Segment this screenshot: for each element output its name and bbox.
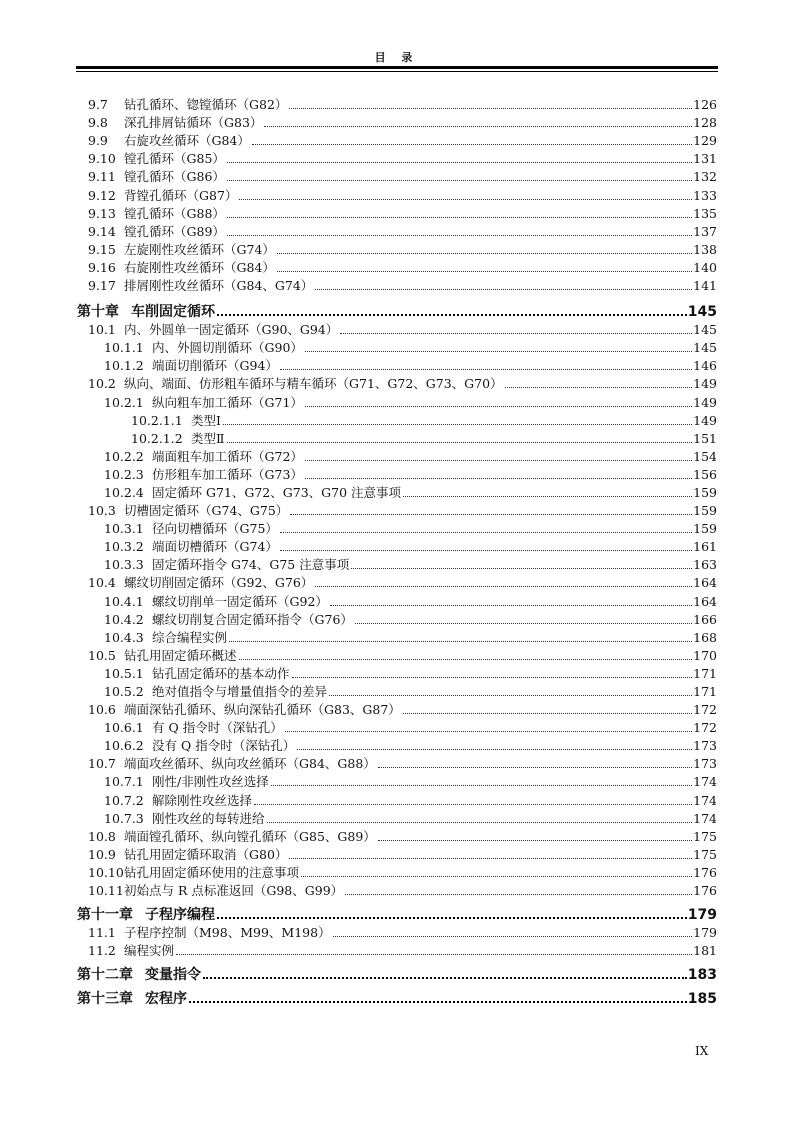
- dot-leader: [227, 180, 692, 181]
- dot-leader: [280, 369, 692, 370]
- entry-number: 9.12: [88, 187, 116, 203]
- entry-title: 钻孔固定循环的基本动作: [152, 665, 290, 681]
- entry-page: 171: [693, 665, 717, 681]
- toc-chapter-entry[interactable]: [77, 983, 717, 1007]
- entry-title: 深孔排屑钻循环（G83）: [124, 115, 263, 131]
- entry-number: 10.4.1: [104, 593, 144, 609]
- dot-leader: [301, 876, 692, 877]
- entry-number: 第十一章: [77, 907, 133, 924]
- dot-leader: [289, 858, 692, 859]
- entry-title: 固定循环指令 G74、G75 注意事项: [152, 557, 350, 573]
- dot-leader: [223, 424, 692, 425]
- entry-page: 145: [687, 304, 717, 321]
- toc-entry[interactable]: [77, 682, 717, 700]
- dot-leader: [330, 605, 692, 606]
- entry-title: 端面粗车加工循环（G72）: [152, 448, 303, 464]
- toc-entry[interactable]: [77, 240, 717, 258]
- toc-entry[interactable]: [77, 827, 717, 845]
- dot-leader: [378, 767, 692, 768]
- header-rule-thin: [76, 71, 718, 72]
- entry-number: 10.3: [88, 503, 116, 519]
- entry-page: 145: [693, 322, 717, 338]
- entry-number: 9.15: [88, 241, 116, 257]
- dot-leader: [355, 623, 692, 624]
- dot-leader: [217, 917, 687, 919]
- entry-number: 10.7.3: [104, 810, 144, 826]
- page-header-title: 目 录: [374, 51, 419, 64]
- dot-leader: [227, 162, 692, 163]
- dot-leader: [290, 514, 692, 515]
- entry-title: 钻孔循环、锪镗循环（G82）: [124, 97, 288, 113]
- entry-title: 固定循环 G71、G72、G73、G70 注意事项: [152, 484, 402, 500]
- entry-title: 解除刚性攻丝选择: [152, 792, 253, 808]
- toc-entry[interactable]: [77, 591, 717, 609]
- entry-page: 176: [693, 864, 717, 880]
- footer-page-number: IX: [695, 1044, 709, 1058]
- entry-page: 185: [687, 991, 717, 1008]
- dot-leader: [280, 532, 692, 533]
- entry-number: 10.2.3: [104, 466, 144, 482]
- toc-entry[interactable]: [77, 573, 717, 591]
- entry-page: 173: [693, 756, 717, 772]
- toc-entry[interactable]: [77, 809, 717, 827]
- entry-page: 132: [693, 169, 717, 185]
- entry-page: 159: [693, 521, 717, 537]
- toc-entry[interactable]: [77, 555, 717, 573]
- entry-number: 10.11: [88, 883, 124, 899]
- entry-number: 10.6.2: [104, 738, 144, 754]
- entry-number: 第十二章: [77, 967, 133, 984]
- toc-entry[interactable]: [77, 790, 717, 808]
- entry-number: 10.10: [88, 864, 124, 880]
- toc-entry[interactable]: [77, 95, 717, 113]
- entry-number: 10.4: [88, 575, 116, 591]
- dot-leader: [505, 387, 693, 388]
- dot-leader: [333, 936, 693, 937]
- toc-entry[interactable]: [77, 411, 717, 429]
- entry-number: 10.3.3: [104, 557, 144, 573]
- entry-number: 9.17: [88, 278, 116, 294]
- entry-page: 135: [693, 205, 717, 221]
- entry-title: 钻孔用固定循环取消（G80）: [124, 846, 288, 862]
- dot-leader: [315, 586, 692, 587]
- entry-number: 9.16: [88, 259, 116, 275]
- entry-number: 10.2.1.2: [131, 430, 183, 446]
- toc-entry[interactable]: [77, 374, 717, 392]
- toc-entry[interactable]: [77, 222, 717, 240]
- entry-page: 138: [693, 241, 717, 257]
- toc-entry[interactable]: [77, 881, 717, 899]
- toc-entry[interactable]: [77, 185, 717, 203]
- entry-page: 173: [693, 738, 717, 754]
- dot-leader: [227, 442, 693, 443]
- entry-title: 右旋攻丝循环（G84）: [124, 133, 250, 149]
- entry-number: 9.9: [88, 133, 108, 149]
- entry-page: 154: [693, 448, 717, 464]
- entry-page: 151: [693, 430, 717, 446]
- entry-title: 纵向粗车加工循环（G71）: [152, 394, 303, 410]
- dot-leader: [315, 289, 692, 290]
- entry-page: 149: [693, 394, 717, 410]
- entry-page: 166: [693, 611, 717, 627]
- dot-leader: [176, 954, 692, 955]
- entry-number: 10.2.2: [104, 448, 144, 464]
- dot-leader: [378, 840, 692, 841]
- dot-leader: [305, 351, 692, 352]
- entry-number: 10.8: [88, 828, 116, 844]
- entry-page: 159: [693, 503, 717, 519]
- toc-entry[interactable]: [77, 338, 717, 356]
- dot-leader: [297, 749, 692, 750]
- dot-leader: [305, 478, 692, 479]
- toc-entry[interactable]: [77, 718, 717, 736]
- entry-title: 绝对值指令与增量值指令的差异: [152, 684, 328, 699]
- entry-title: 编程实例: [124, 943, 175, 959]
- entry-page: 174: [693, 810, 717, 826]
- entry-number: 10.2.1: [104, 394, 144, 410]
- dot-leader: [267, 822, 693, 823]
- entry-title: 镗孔循环（G85）: [124, 151, 225, 167]
- dot-leader: [289, 108, 692, 109]
- entry-number: 10.1.1: [104, 340, 144, 356]
- entry-title: 纵向、端面、仿形粗车循环与精车循环（G71、G72、G73、G70）: [124, 376, 503, 392]
- entry-title: 切槽固定循环（G74、G75）: [124, 503, 289, 519]
- dot-leader: [227, 235, 692, 236]
- entry-page: 126: [693, 97, 717, 113]
- toc-chapter-entry[interactable]: [77, 959, 717, 983]
- entry-title: 类型Ⅱ: [191, 430, 225, 446]
- toc-entry[interactable]: [77, 356, 717, 374]
- entry-title: 端面切槽循环（G74）: [152, 539, 278, 555]
- toc-entry[interactable]: [77, 392, 717, 410]
- entry-number: 第十三章: [77, 991, 133, 1008]
- entry-page: 179: [687, 907, 717, 924]
- entry-number: 10.4.2: [104, 611, 144, 627]
- entry-page: 171: [693, 684, 717, 699]
- entry-number: 10.2.4: [104, 484, 144, 500]
- entry-number: 10.7.2: [104, 792, 144, 808]
- dot-leader: [403, 496, 692, 497]
- entry-number: 10.2: [88, 376, 116, 392]
- entry-number: 10.5.2: [104, 684, 144, 699]
- entry-title: 子程序控制（M98、M99、M198）: [124, 925, 331, 941]
- entry-page: 146: [693, 358, 717, 374]
- toc-entry[interactable]: [77, 700, 717, 718]
- entry-number: 10.1.2: [104, 358, 144, 374]
- entry-page: 149: [693, 376, 717, 392]
- dot-leader: [305, 406, 692, 407]
- dot-leader: [277, 271, 692, 272]
- entry-number: 10.3.2: [104, 539, 144, 555]
- entry-page: 174: [693, 792, 717, 808]
- entry-page: 131: [693, 151, 717, 167]
- entry-title: 子程序编程: [145, 907, 215, 924]
- entry-number: 9.7: [88, 97, 108, 113]
- toc-entry[interactable]: [77, 754, 717, 772]
- entry-title: 端面攻丝循环、纵向攻丝循环（G84、G88）: [124, 756, 376, 772]
- toc-entry[interactable]: [77, 465, 717, 483]
- entry-page: 170: [693, 647, 717, 663]
- entry-number: 9.13: [88, 205, 116, 221]
- entry-page: 140: [693, 259, 717, 275]
- toc-entry[interactable]: [77, 646, 717, 664]
- entry-title: 没有 Q 指令时（深钻孔）: [152, 738, 296, 754]
- entry-number: 10.7: [88, 756, 116, 772]
- entry-title: 端面镗孔循环、纵向镗孔循环（G85、G89）: [124, 828, 376, 844]
- entry-title: 车削固定循环: [131, 304, 215, 321]
- entry-page: 128: [693, 115, 717, 131]
- entry-page: 163: [693, 557, 717, 573]
- toc-entry[interactable]: [77, 131, 717, 149]
- entry-page: 183: [687, 967, 717, 984]
- entry-title: 右旋刚性攻丝循环（G84）: [124, 259, 275, 275]
- dot-leader: [229, 641, 692, 642]
- entry-number: 9.10: [88, 151, 116, 167]
- toc-entry[interactable]: [77, 204, 717, 222]
- entry-number: 10.4.3: [104, 629, 144, 645]
- entry-title: 初始点与 R 点标准返回（G98、G99）: [124, 883, 344, 899]
- entry-number: 9.11: [88, 169, 116, 185]
- entry-number: 10.6.1: [104, 720, 144, 736]
- toc-entry[interactable]: [77, 429, 717, 447]
- entry-page: 137: [693, 223, 717, 239]
- toc-entry[interactable]: [77, 664, 717, 682]
- dot-leader: [203, 977, 687, 979]
- entry-page: 164: [693, 575, 717, 591]
- entry-page: 181: [693, 943, 717, 959]
- entry-page: 159: [693, 484, 717, 500]
- entry-page: 176: [693, 883, 717, 899]
- entry-title: 端面深钻孔循环、纵向深钻孔循环（G83、G87）: [124, 702, 401, 718]
- entry-page: 129: [693, 133, 717, 149]
- entry-title: 内、外圆切削循环（G90）: [152, 340, 303, 356]
- dot-leader: [271, 785, 692, 786]
- dot-leader: [329, 695, 692, 696]
- entry-number: 10.6: [88, 702, 116, 718]
- entry-title: 刚性/非刚性攻丝选择: [152, 774, 269, 790]
- toc-entry[interactable]: [77, 863, 717, 881]
- entry-number: 10.1: [88, 322, 116, 338]
- dot-leader: [264, 126, 692, 127]
- toc-entry[interactable]: [77, 113, 717, 131]
- entry-page: 164: [693, 593, 717, 609]
- entry-page: 172: [693, 720, 717, 736]
- entry-number: 10.9: [88, 846, 116, 862]
- toc-entry[interactable]: [77, 149, 717, 167]
- dot-leader: [239, 659, 693, 660]
- entry-number: 10.2.1.1: [131, 412, 183, 428]
- toc-entry[interactable]: [77, 167, 717, 185]
- toc-entry[interactable]: [77, 923, 717, 941]
- entry-page: 149: [693, 412, 717, 428]
- toc-entry[interactable]: [77, 537, 717, 555]
- toc-entry[interactable]: [77, 501, 717, 519]
- entry-title: 钻孔用固定循环概述: [124, 647, 237, 663]
- entry-title: 有 Q 指令时（深钻孔）: [152, 720, 283, 736]
- entry-page: 175: [693, 828, 717, 844]
- entry-title: 排屑刚性攻丝循环（G84、G74）: [124, 278, 314, 294]
- entry-title: 镗孔循环（G88）: [124, 205, 225, 221]
- toc-entry[interactable]: [77, 628, 717, 646]
- entry-page: 179: [693, 925, 717, 941]
- entry-number: 10.7.1: [104, 774, 144, 790]
- toc-entry[interactable]: [77, 519, 717, 537]
- dot-leader: [217, 314, 687, 316]
- entry-title: 变量指令: [145, 967, 201, 984]
- entry-title: 背镗孔循环（G87）: [124, 187, 238, 203]
- dot-leader: [254, 804, 692, 805]
- toc-entry[interactable]: [77, 845, 717, 863]
- entry-number: 9.14: [88, 223, 116, 239]
- dot-leader: [227, 217, 692, 218]
- dot-leader: [351, 568, 692, 569]
- dot-leader: [340, 333, 692, 334]
- toc-entry[interactable]: [77, 610, 717, 628]
- header-rule-thick: [76, 66, 718, 69]
- dot-leader: [292, 677, 693, 678]
- entry-number: 11.2: [88, 943, 116, 959]
- entry-number: 11.1: [88, 925, 116, 941]
- entry-title: 刚性攻丝的每转进给: [152, 810, 265, 826]
- toc-entry[interactable]: [77, 736, 717, 754]
- toc-entry[interactable]: [77, 276, 717, 294]
- toc-entry[interactable]: [77, 447, 717, 465]
- entry-number: 10.5.1: [104, 665, 144, 681]
- table-of-contents: [77, 95, 717, 1007]
- entry-title: 镗孔循环（G89）: [124, 223, 225, 239]
- toc-chapter-entry[interactable]: [77, 294, 717, 320]
- toc-entry[interactable]: [77, 483, 717, 501]
- toc-entry[interactable]: [77, 772, 717, 790]
- dot-leader: [285, 731, 692, 732]
- entry-page: 133: [693, 187, 717, 203]
- entry-title: 镗孔循环（G86）: [124, 169, 225, 185]
- entry-title: 径向切槽循环（G75）: [152, 521, 278, 537]
- entry-title: 螺纹切削固定循环（G92、G76）: [124, 575, 314, 591]
- entry-title: 综合编程实例: [152, 629, 228, 645]
- toc-entry[interactable]: [77, 258, 717, 276]
- entry-title: 钻孔用固定循环使用的注意事项: [124, 864, 300, 880]
- entry-page: 172: [693, 702, 717, 718]
- dot-leader: [345, 894, 692, 895]
- dot-leader: [252, 144, 692, 145]
- dot-leader: [189, 1001, 687, 1003]
- entry-title: 端面切削循环（G94）: [152, 358, 278, 374]
- entry-title: 螺纹切削单一固定循环（G92）: [152, 593, 328, 609]
- entry-title: 仿形粗车加工循环（G73）: [152, 466, 303, 482]
- entry-page: 168: [693, 629, 717, 645]
- entry-number: 9.8: [88, 115, 108, 131]
- dot-leader: [239, 199, 692, 200]
- entry-title: 类型Ⅰ: [191, 412, 221, 428]
- entry-page: 175: [693, 846, 717, 862]
- entry-page: 161: [693, 539, 717, 555]
- entry-page: 156: [693, 466, 717, 482]
- entry-number: 10.5: [88, 647, 116, 663]
- entry-title: 螺纹切削复合固定循环指令（G76）: [152, 611, 353, 627]
- toc-chapter-entry[interactable]: [77, 899, 717, 923]
- dot-leader: [305, 460, 692, 461]
- entry-number: 第十章: [77, 304, 119, 321]
- dot-leader: [280, 550, 692, 551]
- entry-title: 内、外圆单一固定循环（G90、G94）: [124, 322, 339, 338]
- entry-page: 141: [693, 278, 717, 294]
- entry-number: 10.3.1: [104, 521, 144, 537]
- entry-title: 宏程序: [145, 991, 187, 1008]
- dot-leader: [277, 253, 692, 254]
- toc-entry[interactable]: [77, 320, 717, 338]
- toc-entry[interactable]: [77, 941, 717, 959]
- dot-leader: [403, 713, 692, 714]
- entry-page: 174: [693, 774, 717, 790]
- entry-title: 左旋刚性攻丝循环（G74）: [124, 241, 275, 257]
- entry-page: 145: [693, 340, 717, 356]
